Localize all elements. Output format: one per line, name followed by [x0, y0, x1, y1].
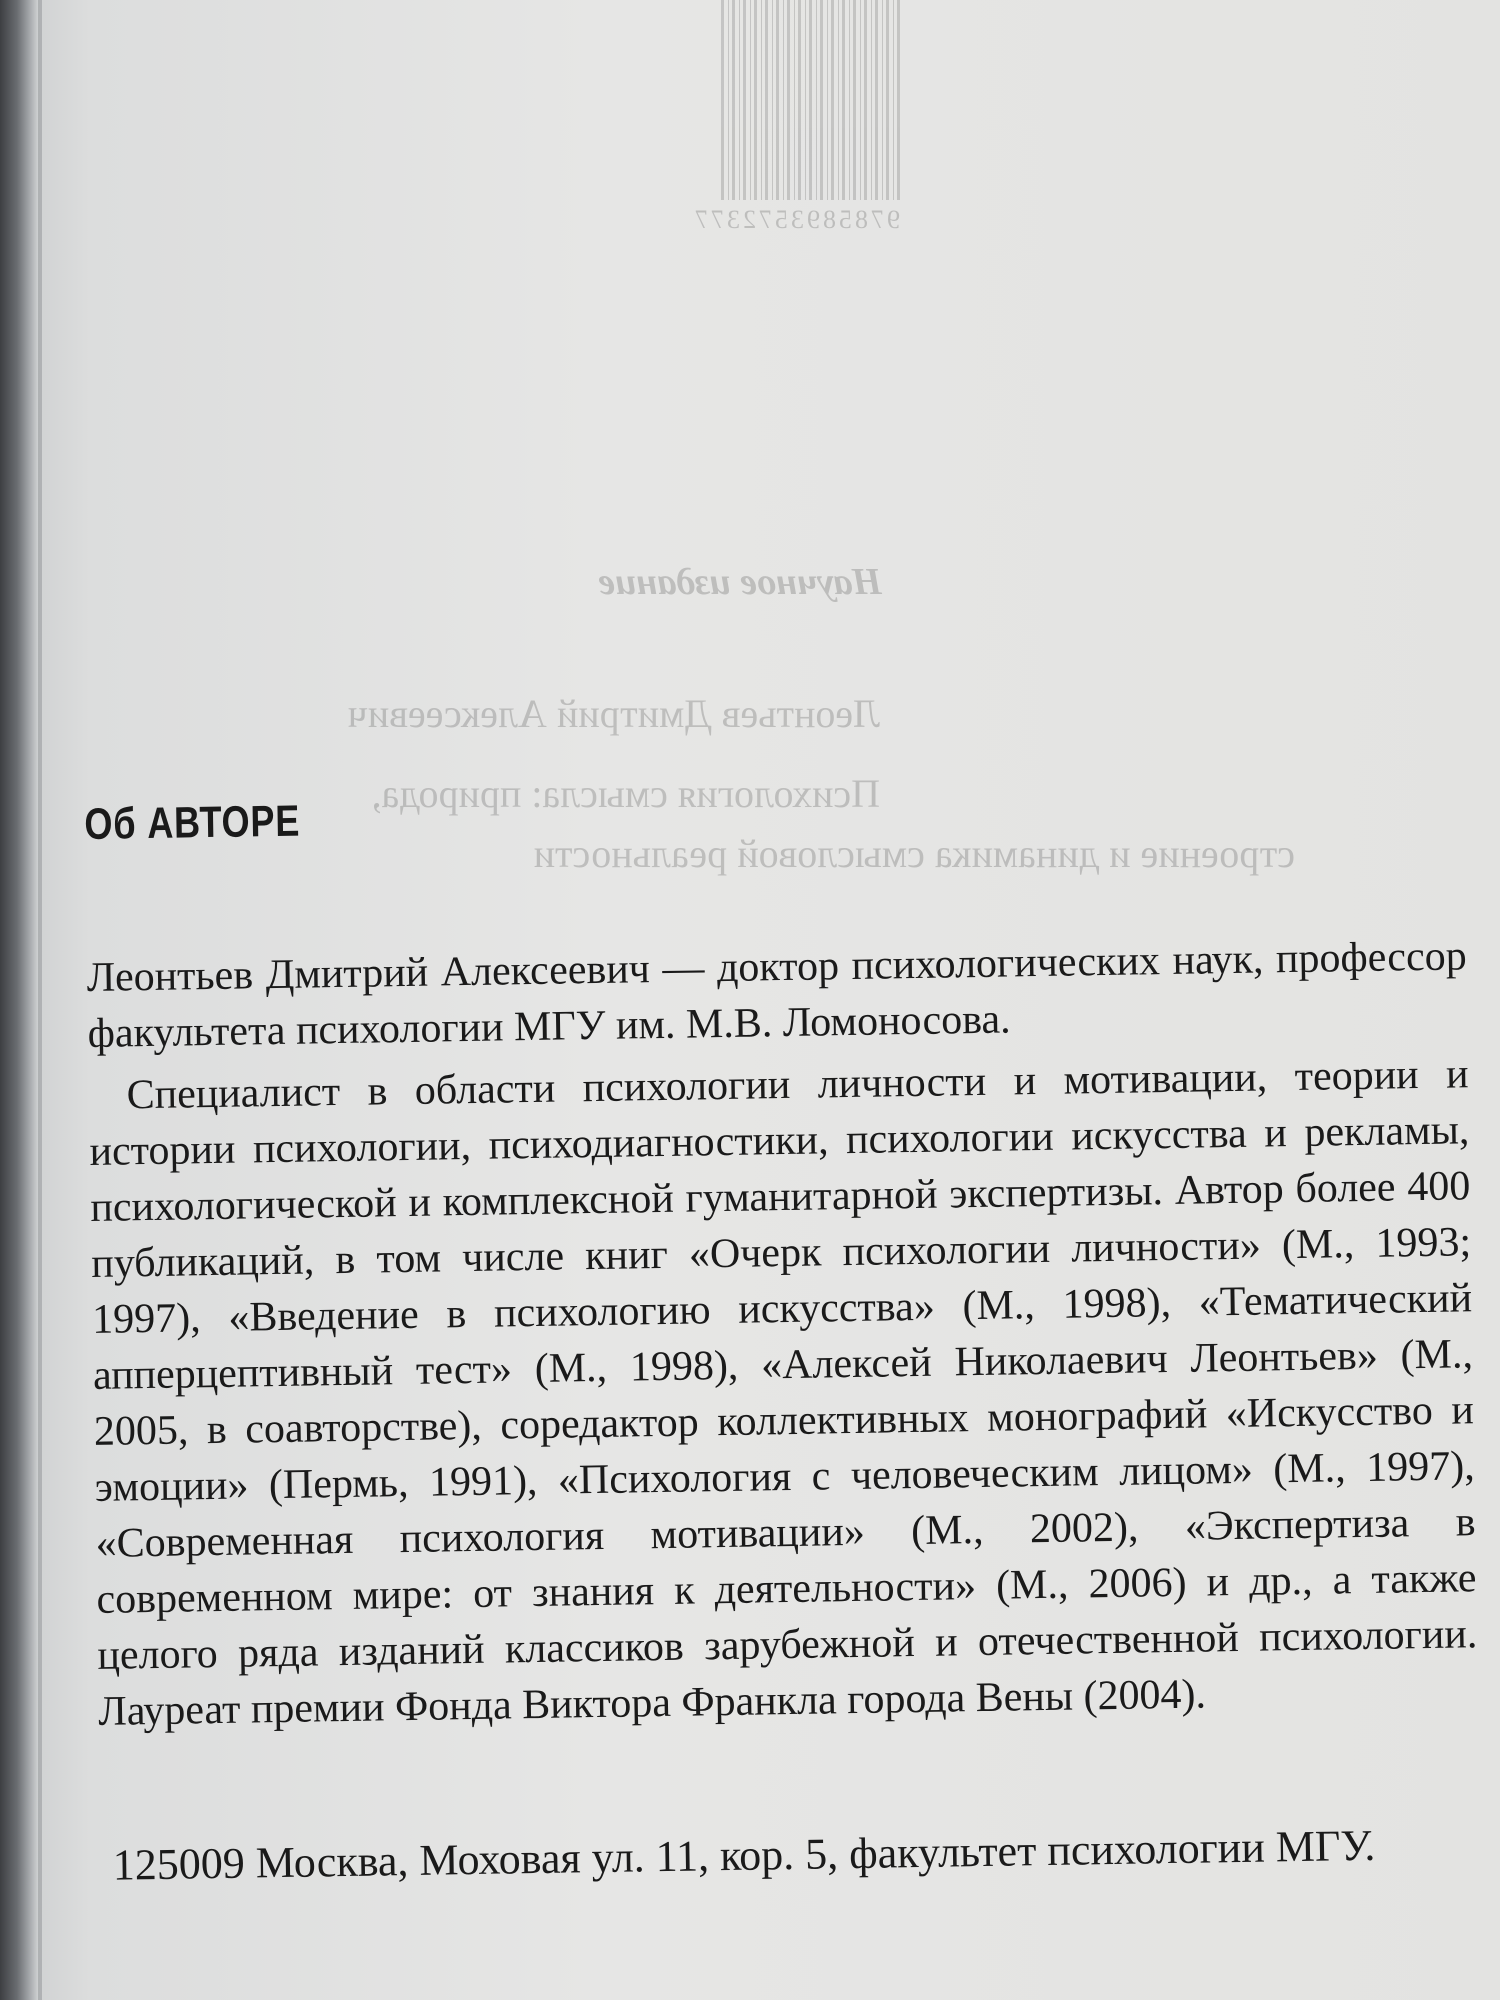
bleed-title-line2: строение и динамика смысловой реальности — [533, 831, 1295, 876]
book-spine-shadow — [0, 0, 38, 2000]
barcode-image — [720, 0, 900, 200]
barcode-digits: 9785893572377 — [692, 205, 900, 234]
bleed-author: Леонтьев Дмитрий Алексеевич — [347, 691, 880, 736]
about-author-section — [84, 778, 1482, 1960]
bleed-title-line1: Психология смысла: природа, — [371, 771, 880, 816]
author-intro-paragraph: Леонтьев Дмитрий Алексеевич — доктор психологических наук, профессор факультета психологии МГУ им. М.В. Ломоносова. — [86, 933, 1467, 1057]
section-heading: Об АВТОРЕ — [84, 796, 301, 849]
page-edge — [38, 0, 42, 2000]
bleed-heading: Научное издание — [598, 561, 882, 603]
author-address: 125009 Москва, Моховая ул. 11, кор. 5, факультет психологии МГУ. — [112, 1820, 1376, 1890]
author-bio-paragraph: Специалист в области психологии личности и мотивации, теории и истории психологии, психодиагностики, психологии искусства и рекламы, психологической и комплексной гуманитарной экспертизы. Автор более 400 публикаций, в том числе книг «Очерк психологии личности» (М., 1993; 1997), «Введение в психологию искусства» (М., 1998), «Тематический апперцептивный тест» (М., 1998), «Алексей Николаевич Леонтьев» (М., 2005, в соавторстве), соредактор коллективных монографий «Искусство и эмоции» (Пермь, 1991), «Психология с человеческим лицом» (М., 1997), «Современная психология мотивации» (М., 2002), «Экспертиза в современном мире: от знания к деятельности» (М., 2006) и др., а также целого ряда изданий классиков зарубежной и отечественной психологии. Лауреат премии Фонда Виктора Франкла города Вены (2004). — [89, 1051, 1478, 1735]
